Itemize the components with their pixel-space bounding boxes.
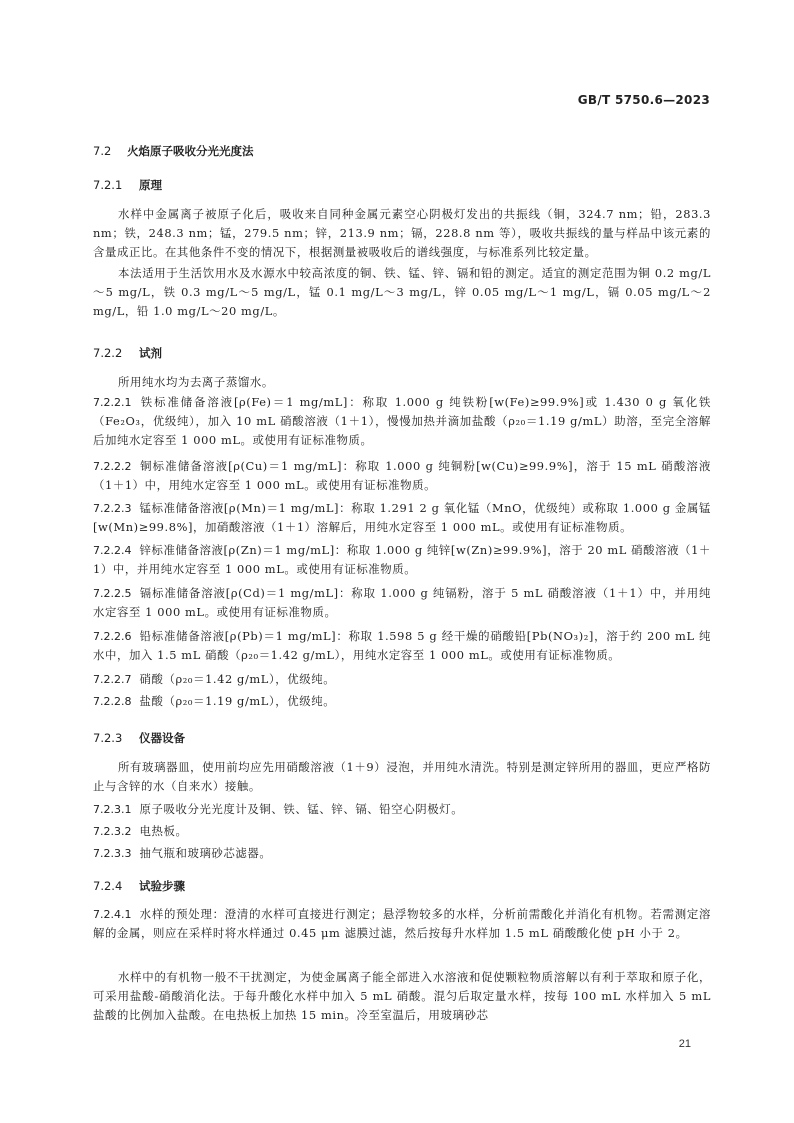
apparatus-item-text: 电热板。 (139, 824, 188, 838)
reagent-item-text: 铜标准储备溶液[ρ(Cu)＝1 mg/mL]：称取 1.000 g 纯铜粉[w(Cu)≥99.9%]，溶于 15 mL 硝酸溶液（1＋1）中，用纯水定容至 1 000 mL。或使用有证标准物质。 (93, 459, 711, 492)
section-number: 7.2 (93, 144, 112, 158)
reagents-intro: 所用纯水均为去离子蒸馏水。 (118, 375, 274, 389)
apparatus-title: 仪器设备 (139, 731, 185, 745)
reagent-item-number: 7.2.2.4 (93, 544, 132, 557)
reagent-item (93, 499, 711, 537)
reagent-item-number: 7.2.2.8 (93, 695, 132, 708)
reagent-item (93, 541, 711, 579)
reagent-item-number: 7.2.2.7 (93, 673, 132, 686)
reagent-item-text: 镉标准储备溶液[ρ(Cd)＝1 mg/mL]：称取 1.000 g 纯镉粉，溶于 5 mL 硝酸溶液（1＋1）中，并用纯水定容至 1 000 mL。或使用有证标准物质。 (93, 586, 712, 619)
apparatus-item (93, 800, 711, 819)
reagent-item (93, 670, 711, 689)
reagent-item-number: 7.2.2.6 (93, 630, 132, 643)
reagent-item-text: 铅标准储备溶液[ρ(Pb)＝1 mg/mL]：称取 1.598 5 g 经干燥的硝酸铅[Pb(NO₃)₂]，溶于约 200 mL 纯水中，加入 1.5 mL 硝酸（ρ₂₀＝1.42 g/mL），用纯水定容至 1 000 mL。或使用有证标准物质。 (93, 629, 711, 662)
section-heading (93, 143, 254, 159)
reagent-item (93, 457, 711, 495)
principle-heading (93, 177, 162, 193)
apparatus-item-number: 7.2.3.1 (93, 803, 132, 816)
apparatus-item (93, 822, 711, 841)
reagent-item (93, 584, 711, 622)
page-header: GB/T 5750.6—2023 (577, 93, 710, 107)
reagent-item-text: 锌标准储备溶液[ρ(Zn)＝1 mg/mL]：称取 1.000 g 纯锌[w(Zn)≥99.9%]，溶于 20 mL 硝酸溶液（1＋1）中，并用纯水定容至 1 000 mL。或使用有证标准物质。 (93, 543, 711, 576)
reagent-item-number: 7.2.2.1 (93, 396, 132, 409)
procedure-title: 试验步骤 (139, 879, 185, 893)
reagent-item-text: 盐酸（ρ₂₀＝1.19 g/mL），优级纯。 (139, 694, 336, 708)
reagent-item-text: 铁标准储备溶液[ρ(Fe)＝1 mg/mL]：称取 1.000 g 纯铁粉[w(Fe)≥99.9%]或 1.430 0 g 氧化铁（Fe₂O₃，优级纯），加入 10 mL 硝酸溶液（1＋1），慢慢加热并滴加盐酸（ρ₂₀＝1.19 g/mL）助溶，至完全溶解后加纯水定容至 1 000 mL。或使用有证标准物质。 (93, 395, 711, 447)
reagent-item-text: 锰标准储备溶液[ρ(Mn)＝1 mg/mL]：称取 1.291 2 g 氧化锰（MnO，优级纯）或称取 1.000 g 金属锰[w(Mn)≥99.8%]，加硝酸溶液（1＋1）溶解后，用纯水定容至 1 000 mL。或使用有证标准物质。 (93, 501, 711, 534)
reagent-item-text: 硝酸（ρ₂₀＝1.42 g/mL），优级纯。 (139, 672, 336, 686)
apparatus-item-text: 原子吸收分光光度计及铜、铁、锰、锌、镉、铅空心阴极灯。 (139, 802, 464, 816)
section-title: 火焰原子吸收分光光度法 (127, 144, 254, 158)
reagent-item-number: 7.2.2.3 (93, 502, 132, 515)
principle-title: 原理 (139, 178, 162, 192)
apparatus-item (93, 844, 711, 863)
apparatus-item-number: 7.2.3.3 (93, 847, 132, 860)
procedure-item (93, 905, 711, 943)
apparatus-item-text: 抽气瓶和玻璃砂芯滤器。 (139, 846, 272, 860)
principle-number: 7.2.1 (93, 178, 123, 192)
reagent-item-number: 7.2.2.2 (93, 460, 132, 473)
reagent-item (93, 393, 711, 450)
page-number: 21 (678, 1038, 691, 1050)
procedure-number: 7.2.4 (93, 879, 123, 893)
apparatus-heading (93, 730, 185, 746)
reagents-number: 7.2.2 (93, 346, 123, 360)
principle-paragraph-2: 本法适用于生活饮用水及水源水中较高浓度的铜、铁、锰、锌、镉和铅的测定。适宜的测定范围为铜 0.2 mg/L～5 mg/L，铁 0.3 mg/L～5 mg/L，锰 0.1 mg/L～3 mg/L，锌 0.05 mg/L～1 mg/L，镉 0.05 mg/L～2 mg/L，铅 1.0 mg/L～20 mg/L。 (93, 266, 711, 318)
apparatus-number: 7.2.3 (93, 731, 123, 745)
reagent-item-number: 7.2.2.5 (93, 587, 132, 600)
procedure-paragraph: 水样中的有机物一般不干扰测定，为使金属离子能全部进入水溶液和促使颗粒物质溶解以有利于萃取和原子化，可采用盐酸-硝酸消化法。于每升酸化水样中加入 5 mL 硝酸。混匀后取定量水样，按每 100 mL 水样加入 5 mL 盐酸的比例加入盐酸。在电热板上加热 15 min。冷至室温后，用玻璃砂芯 (93, 970, 711, 1022)
reagent-item (93, 692, 711, 711)
apparatus-intro: 所有玻璃器皿，使用前均应先用硝酸溶液（1＋9）浸泡，并用纯水清洗。特别是测定锌所用的器皿，更应严格防止与含锌的水（自来水）接触。 (93, 760, 711, 793)
reagents-heading (93, 345, 162, 361)
reagent-item (93, 627, 711, 665)
reagents-title: 试剂 (139, 346, 162, 360)
procedure-item-text: 水样的预处理：澄清的水样可直接进行测定；悬浮物较多的水样，分析前需酸化并消化有机物。若需测定溶解的金属，则应在采样时将水样通过 0.45 μm 滤膜过滤，然后按每升水样加 1.5 mL 硝酸酸化使 pH 小于 2。 (93, 907, 711, 940)
procedure-item-number: 7.2.4.1 (93, 908, 132, 921)
principle-paragraph-1: 水样中金属离子被原子化后，吸收来自同种金属元素空心阴极灯发出的共振线（铜，324.7 nm；铅，283.3 nm；铁，248.3 nm；锰，279.5 nm；锌，213.9 nm；镉，228.8 nm 等），吸收共振线的量与样品中该元素的含量成正比。在其他条件不变的情况下，根据测量被吸收后的谱线强度，与标准系列比较定量。 (93, 207, 711, 259)
apparatus-item-number: 7.2.3.2 (93, 825, 132, 838)
procedure-heading (93, 878, 185, 894)
